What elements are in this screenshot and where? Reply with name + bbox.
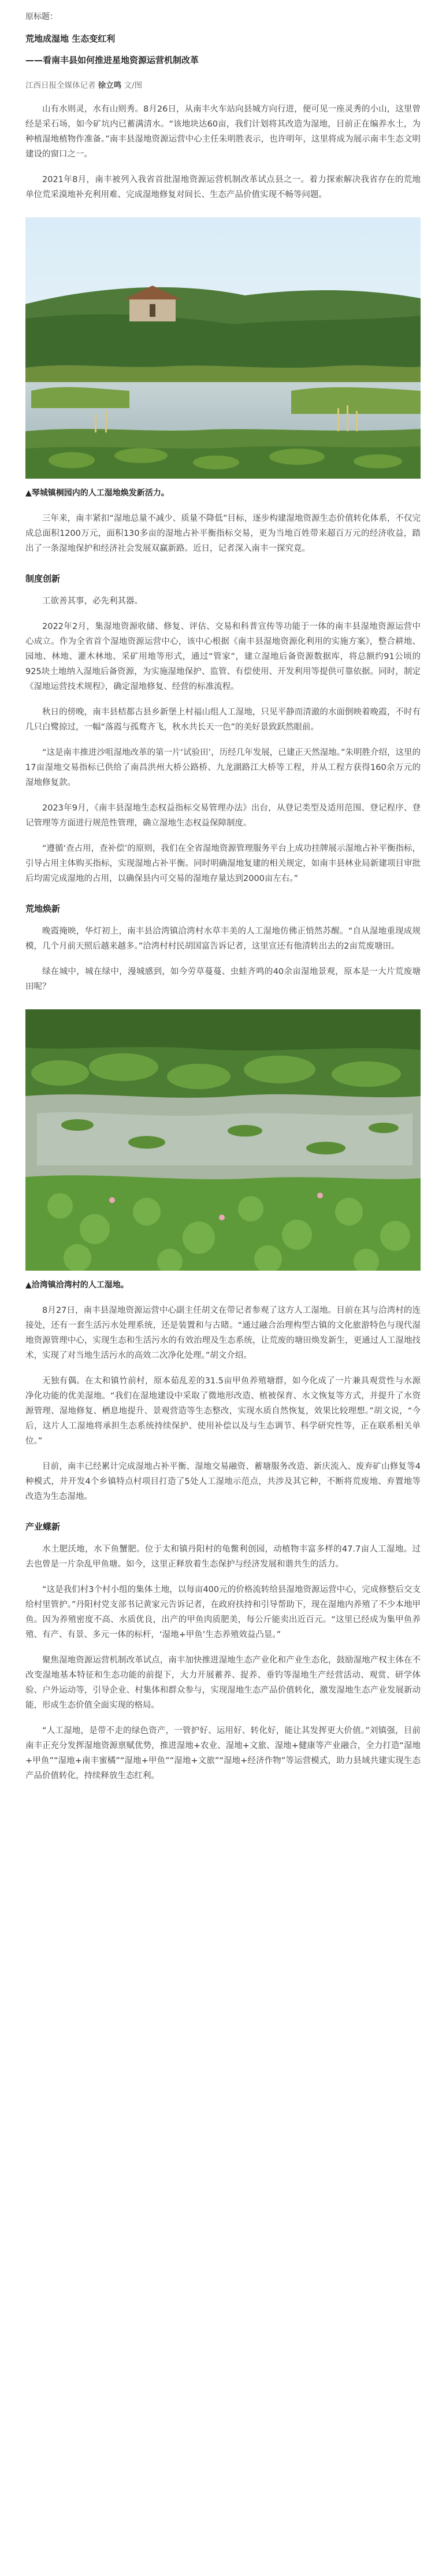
paragraph: 2021年8月，南丰被列入我省首批湿地资源运营机制改革试点县之一。着力探索解决我省存在的荒地单位荒采漠地补充利用难、完成湿地修复对间长、生态产品价值实现不畅等问题。 [25,175,421,199]
article-title: 荒地成湿地 生态变红利 [25,34,116,44]
paragraph: 聚焦湿地资源运营机制改革试点，南丰加快推进湿地生态产业化和产业生态化，鼓励湿地产权主体在不改变湿地基本特征和生态功能的前提下，大力开展蓄养、捉养、垂钓等湿地生产经营活动、观赏、研学体验、户外运动等，引导企业、村集体和群众参与，实现湿地生态产品价值转化，激发湿地生态产业发展新动能，形成生态价值全面实现的格局。 [25,1656,421,1710]
paragraph: 2023年9月，《南丰县湿地生态权益指标交易管理办法》出台，从登记类型及适用范围、登记程序、登记管理等方面进行规范性管理，确立湿地生态权益保障制度。 [25,804,421,828]
paragraph: 目前，南丰已经累计完成湿地占补平衡、湿地交易融资、蓄塘服务改造、新庆流入、废弃矿山修复等4种模式，并开发4个乡镇特点村项目打造了5处人工湿地示范点，共涉及其它种，不断将荒废地、弃置地等改造为生态湿地。 [25,1462,421,1501]
paragraph: 8月27日，南丰县湿地资源运营中心副主任胡文在带记者参观了这方人工湿地。目前在其与洽湾村的连接处，还有一套生活污水处理系统，还是装置和与古睹。“通过融合治理构型古镇的文化旅游特色与现代湿地资源管理中心，实现生态和生活污水的有效治理及生态系统，让荒废的塘田焕发新生，更通过人工湿地技术，实现了对当地生活污水的高效二次净化处理。”胡文介绍。 [25,1306,421,1360]
photo-wetland-qiawan [25,1009,421,1271]
paragraph: 秋日的傍晚，南丰县桔都古县乡新堡上村福山组人工湿地，只见平静而清澈的水面倒映着晚霞，不时有几只白鹭掠过，一幅“落霞与孤鹜齐飞，秋水共长天一色”的美好景致跃然眼前。 [25,708,421,732]
article-subtitle: ——看南丰县如何推进星地资源运营机制改革 [25,55,199,65]
byline-suffix: 文/图 [121,81,143,90]
paragraph: 绿在城中，城在绿中，漫城感到，如今劳草蔓蔓、虫蛙齐鸣的40余亩湿地景观，原本是一大片荒废塘田呢？ [25,967,421,991]
section-heading: 荒地焕新 [25,904,61,914]
paragraph: 2022年2月，集湿地资源收储、修复、评估、交易和科普宣传等功能于一体的南丰县湿地资源运营中心成立。作为全省首个湿地资源运营中心，该中心根据《南丰县湿地资源化利用的实施方案》，整合耕地、园地、林地、灌木林地、采矿用地等形式，通过“管家”，建立湿地后备资源数据库，将总额约91公顷的925块土地纳入湿地后备资源，为实施湿地保护、监管、有偿使用、开发利用等提供可靠依据。同时，制定《湿地运营技术规程》，确定湿地修复、经营的标准流程。 [25,622,421,691]
byline-author: 徐立鸣 [98,81,122,90]
paragraph: 工欲善其事，必先利其器。 [42,597,143,606]
photo-caption: ▲琴城镇桐园内的人工湿地焕发新活力。 [25,488,169,498]
paragraph: “人工湿地，是带不走的绿色资产，一管护好、运用好、转化好，能让其发挥更大价值。”刘镇强，目前南丰正充分发挥湿地资源禀赋优势，推进湿地+农业、湿地+文旅、湿地+健康等产业融合，全力打造“湿地+甲鱼”“湿地+南丰蜜橘”“湿地+甲鱼”“湿地+文旅”“湿地+经济作物”等运营模式，助力县域共建实现生态产品价值转化，持续释放生态红利。 [25,1726,421,1781]
section-heading: 产业蝶新 [25,1522,61,1532]
original-title-label: 原标题： [25,12,58,21]
section-heading: 制度创新 [25,573,61,584]
paragraph: “遵循‘查占用，查补偿’的原则，我们在全省湿地资源管理服务平台上成功挂牌展示湿地占补平衡指标，引导占用主体购买指标，实现湿地占补平衡。同时明确湿地复建的相关规定，如南丰县林业局新建项目审批后均需完成湿地的占用，以确保县内可交易的湿地存量达到2000亩左右。” [25,844,421,883]
byline-prefix: 江西日报全媒体记者 [25,81,98,90]
paragraph: 水土肥沃地，水下鱼蟹肥。位于太和镇丹阳村的龟鳖利创园，动植物丰富多样的47.7亩人工湿地。过去也曾是一片杂乱甲鱼塘。如今，这里正释放着生态保护与经济发展和谐共生的活力。 [25,1545,421,1569]
paragraph: “这是我们村3个村小组的集体土地，以每亩400元的价格流转给县湿地资源运营中心，完成修整后交支给村里管护。”丹阳村党支部书记黄家元告诉记者，在政府扶持和引导帮助下，现在湿地内养殖了不少本地甲鱼。因为养殖密度不高、水质优良，出产的甲鱼肉质肥美，每公斤能卖出近百元。“这里已经成为集甲鱼养殖、有产、有景、多元一体的标杆，‘湿地+甲鱼’生态养殖效益凸显。” [25,1585,421,1639]
paragraph: 三年来，南丰紧扣“湿地总量不减少、质量不降低”目标，逐步构建湿地资源生态价值转化体系，不仅完成总面积1200万元，面积130多亩的湿地占补平衡指标交易，更为当地百姓带来超百万元的经济收益，踏出了一条湿地保护和经济社会发展双赢新路。近日，记者深入南丰一探究竟。 [25,514,421,553]
paragraph: 晚霞掩映，华灯初上，南丰县洽湾镇洽湾村水草丰美的人工湿地仿佛正悄然苏醒。“自从湿地重现成规模，几个月前天照后越来越多。”洽湾村村民胡国富告诉记者，这里宣还有他清转出去的2亩荒废塘田。 [25,927,421,951]
paragraph: 山有水则灵，水有山则秀。8月26日，从南丰火车站向县城方向行进，便可见一座灵秀的小山，这里曾经是采石场，如今矿坑内已蓄满清水。“该地块达60亩，我们计划将其改造为湿地，目前正在编养水土，为种植湿地植物作准备。”南丰县湿地资源运营中心主任朱明胜表示，也许明年，这里将成为展示南丰生态文明建设的窗口之一。 [25,105,421,159]
photo-caption: ▲洽湾镇洽湾村的人工湿地。 [25,1280,129,1290]
byline [25,79,421,90]
photo-wetland-tongyuan [25,217,421,479]
paragraph: “这是南丰推进沙咀湿地改革的第一片‘试验田’，历经几年发展，已建正天然湿地。”朱明胜介绍，这里的17亩湿地交易指标已供给了南昌洪州大桥公路桥、九龙湖路江大桥等工程，并从工程方获得160余万元的湿地修复款。 [25,748,421,787]
paragraph: 无独有偶。在太和镇竹前村，原本茹乱差的31.5亩甲鱼养殖塘群，如今化成了一片兼具观赏性与水源净化功能的优美湿地。“我们在湿地建设中采取了微地形改造、植被保育、水文恢复等方式，并提升了水资源管理、湿地修复、栖息地提升、景观营造等生态整改，实现水质自然恢复，效果比较理想。”胡文说，“今后，这片人工湿地将承担生态系统持续保护、使用补偿以及与生态调节、科学研究性等，正在联系相关单位。” [25,1376,421,1446]
